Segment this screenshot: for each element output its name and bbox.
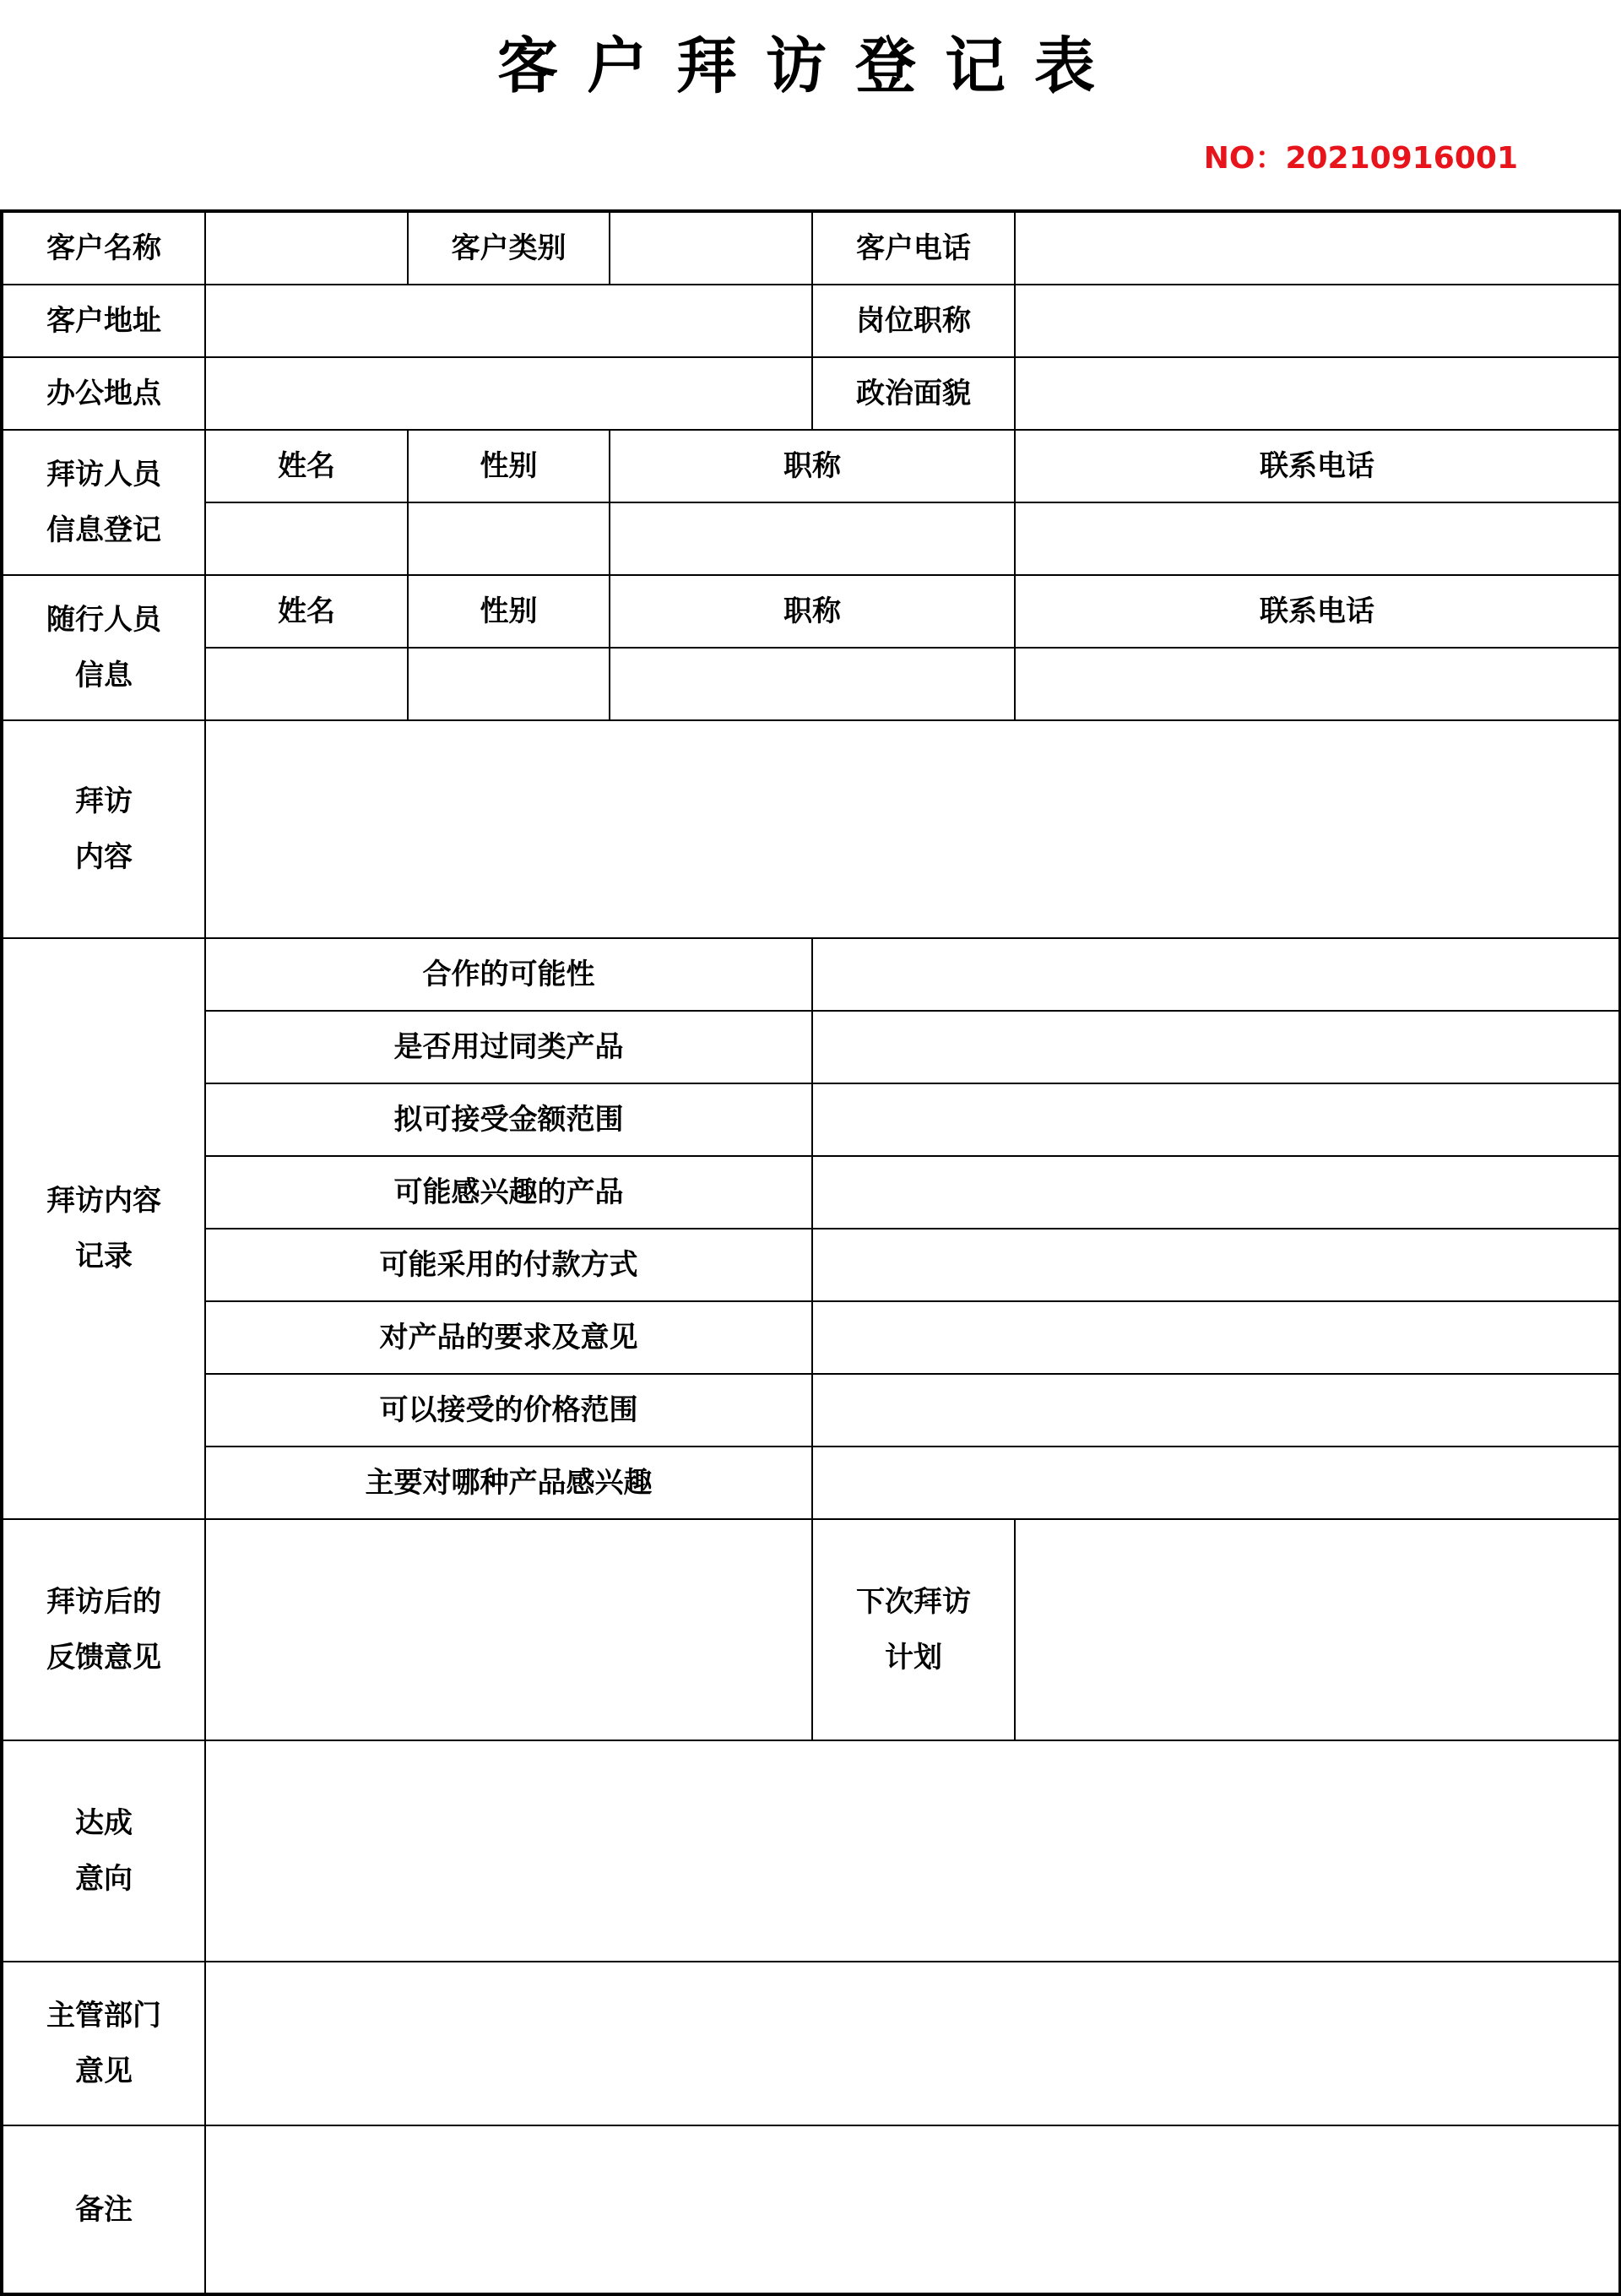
customer-phone-field[interactable] bbox=[1015, 211, 1620, 285]
record-item-label: 对产品的要求及意见 bbox=[205, 1301, 812, 1374]
header-visitor-gender: 性别 bbox=[408, 430, 610, 502]
record-item-field[interactable] bbox=[812, 1447, 1620, 1519]
record-item-field[interactable] bbox=[812, 1011, 1620, 1083]
visitor-gender-field[interactable] bbox=[408, 502, 610, 575]
label-customer-type: 客户类别 bbox=[408, 211, 610, 285]
label-intention-line2: 意向 bbox=[75, 1862, 133, 1896]
label-visit-content-line2: 内容 bbox=[75, 840, 133, 874]
header-visitor-phone: 联系电话 bbox=[1015, 430, 1620, 502]
document-number: NO：20210916001 bbox=[1203, 141, 1518, 176]
header-companion-name: 姓名 bbox=[205, 575, 408, 648]
label-dept-opinion-line2: 意见 bbox=[75, 2054, 133, 2088]
dept-opinion-field[interactable] bbox=[205, 1962, 1620, 2125]
record-item-field[interactable] bbox=[812, 1156, 1620, 1229]
record-item-field[interactable] bbox=[812, 1374, 1620, 1447]
visitor-phone-field[interactable] bbox=[1015, 502, 1620, 575]
label-visit-record bbox=[2, 938, 205, 1519]
political-status-field[interactable] bbox=[1015, 357, 1620, 430]
label-feedback-line2: 反馈意见 bbox=[46, 1641, 161, 1675]
header-companion-gender: 性别 bbox=[408, 575, 610, 648]
label-next-plan bbox=[812, 1519, 1015, 1740]
label-companion-section-line1: 随行人员 bbox=[46, 603, 161, 637]
record-item-label: 是否用过同类产品 bbox=[205, 1011, 812, 1083]
label-intention bbox=[2, 1740, 205, 1962]
office-location-field[interactable] bbox=[205, 357, 812, 430]
label-companion-section bbox=[2, 575, 205, 720]
companion-gender-field[interactable] bbox=[408, 648, 610, 720]
record-item-field[interactable] bbox=[812, 1083, 1620, 1156]
label-remarks: 备注 bbox=[2, 2125, 205, 2294]
label-dept-opinion bbox=[2, 1962, 205, 2125]
record-item-label: 拟可接受金额范围 bbox=[205, 1083, 812, 1156]
next-plan-field[interactable] bbox=[1015, 1519, 1620, 1740]
record-item-label: 可能采用的付款方式 bbox=[205, 1229, 812, 1301]
intention-field[interactable] bbox=[205, 1740, 1620, 1962]
header-visitor-name: 姓名 bbox=[205, 430, 408, 502]
record-item-label: 主要对哪种产品感兴趣 bbox=[205, 1447, 812, 1519]
visitor-title-field[interactable] bbox=[610, 502, 1015, 575]
position-title-field[interactable] bbox=[1015, 285, 1620, 357]
label-feedback bbox=[2, 1519, 205, 1740]
remarks-field[interactable] bbox=[205, 2125, 1620, 2294]
label-next-plan-line1: 下次拜访 bbox=[856, 1585, 971, 1619]
customer-name-field[interactable] bbox=[205, 211, 408, 285]
label-visitor-section bbox=[2, 430, 205, 575]
visit-content-field[interactable] bbox=[205, 720, 1620, 938]
label-customer-name: 客户名称 bbox=[2, 211, 205, 285]
visit-registration-form bbox=[0, 209, 1621, 2296]
label-feedback-line1: 拜访后的 bbox=[46, 1585, 161, 1619]
visitor-name-field[interactable] bbox=[205, 502, 408, 575]
label-next-plan-line2: 计划 bbox=[885, 1641, 942, 1675]
label-office-location: 办公地点 bbox=[2, 357, 205, 430]
label-companion-section-line2: 信息 bbox=[75, 659, 133, 692]
label-visitor-section-line1: 拜访人员 bbox=[46, 458, 161, 491]
header-companion-title: 职称 bbox=[610, 575, 1015, 648]
companion-name-field[interactable] bbox=[205, 648, 408, 720]
label-visit-record-line1: 拜访内容 bbox=[46, 1184, 161, 1218]
record-item-field[interactable] bbox=[812, 1301, 1620, 1374]
label-customer-address: 客户地址 bbox=[2, 285, 205, 357]
record-item-field[interactable] bbox=[812, 938, 1620, 1011]
form-title: 客户拜访登记表 bbox=[496, 30, 1124, 101]
record-item-label: 可以接受的价格范围 bbox=[205, 1374, 812, 1447]
label-position-title: 岗位职称 bbox=[812, 285, 1015, 357]
customer-type-field[interactable] bbox=[610, 211, 812, 285]
label-dept-opinion-line1: 主管部门 bbox=[46, 1999, 161, 2033]
companion-title-field[interactable] bbox=[610, 648, 1015, 720]
label-visitor-section-line2: 信息登记 bbox=[46, 513, 161, 547]
label-visit-content-line1: 拜访 bbox=[75, 784, 133, 818]
customer-address-field[interactable] bbox=[205, 285, 812, 357]
record-item-label: 可能感兴趣的产品 bbox=[205, 1156, 812, 1229]
companion-phone-field[interactable] bbox=[1015, 648, 1620, 720]
record-item-field[interactable] bbox=[812, 1229, 1620, 1301]
label-visit-content bbox=[2, 720, 205, 938]
label-customer-phone: 客户电话 bbox=[812, 211, 1015, 285]
header-companion-phone: 联系电话 bbox=[1015, 575, 1620, 648]
feedback-field[interactable] bbox=[205, 1519, 812, 1740]
header-visitor-title: 职称 bbox=[610, 430, 1015, 502]
label-intention-line1: 达成 bbox=[75, 1806, 133, 1840]
record-item-label: 合作的可能性 bbox=[205, 938, 812, 1011]
label-visit-record-line2: 记录 bbox=[75, 1240, 133, 1273]
label-political-status: 政治面貌 bbox=[812, 357, 1015, 430]
